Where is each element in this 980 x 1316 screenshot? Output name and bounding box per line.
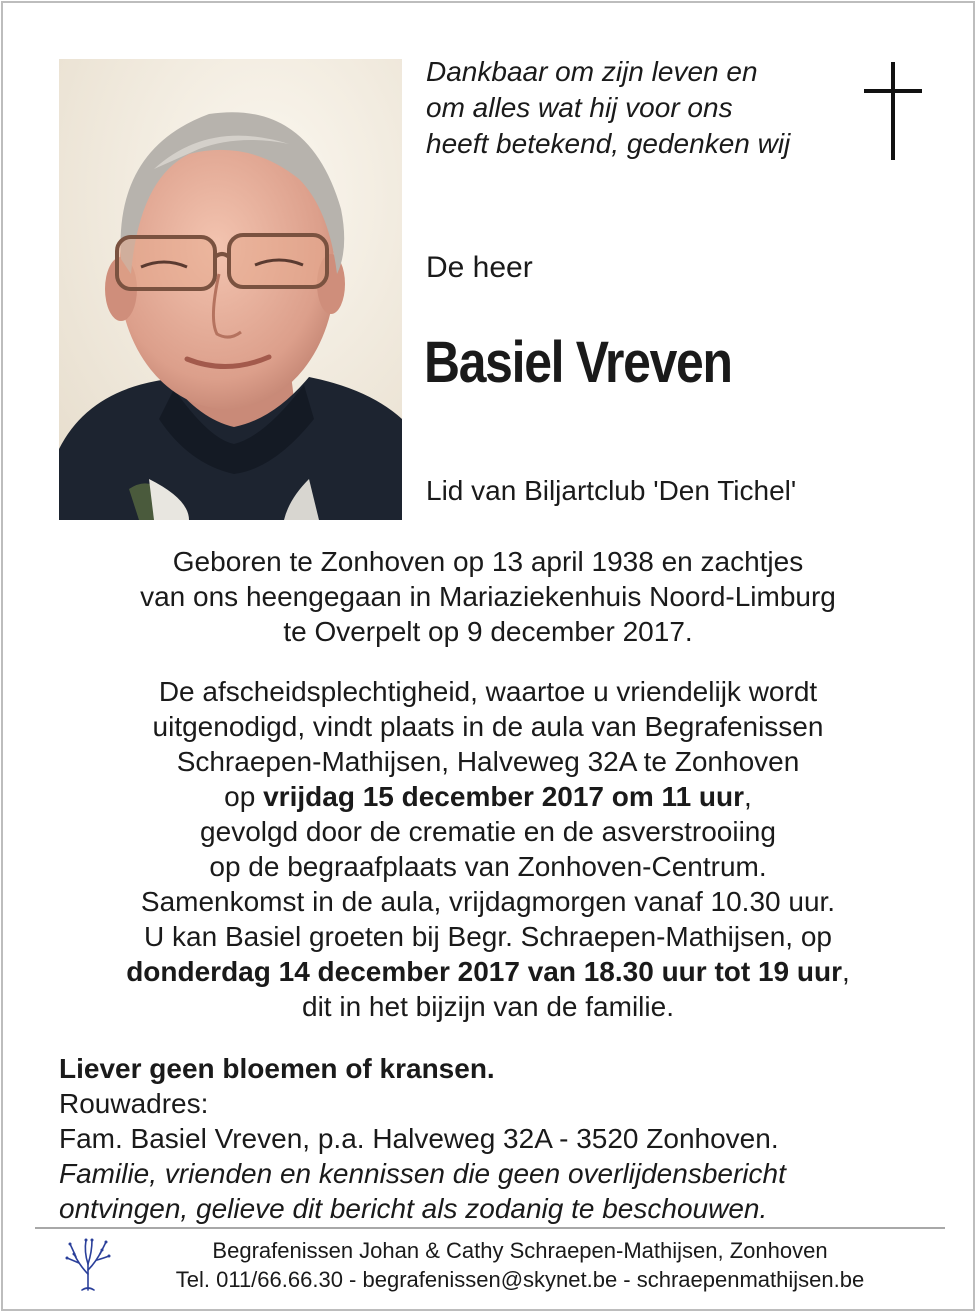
ceremony-line: U kan Basiel groeten bij Begr. Schraepen-Mathijsen, op — [144, 921, 832, 952]
title-prefix: De heer — [426, 251, 533, 284]
visitation-date-line — [30, 954, 946, 989]
address-label: Rouwadres: — [59, 1088, 209, 1119]
footer-divider — [35, 1227, 945, 1229]
portrait-photo — [59, 59, 402, 520]
birth-death-text — [30, 544, 946, 649]
membership-text: Lid van Biljartclub 'Den Tichel' — [426, 475, 797, 506]
birth-line: Geboren te Zonhoven op 13 april 1938 en zachtjes — [172, 546, 804, 577]
ceremony-line: Samenkomst in de aula, vrijdagmorgen vanaf 10.30 uur. — [140, 886, 836, 917]
birth-line: te Overpelt op 9 december 2017. — [283, 616, 693, 647]
notice-line: ontvingen, gelieve dit bericht als zodanig te beschouwen. — [59, 1193, 768, 1224]
birth-line: van ons heengegaan in Mariaziekenhuis Noord-Limburg — [140, 581, 836, 612]
intro-line: heeft betekend, gedenken wij — [426, 128, 791, 159]
footer — [120, 1236, 920, 1294]
notice-line: Familie, vrienden en kennissen die geen overlijdensbericht — [59, 1158, 786, 1189]
ceremony-prefix: op — [224, 781, 264, 812]
funeral-home-name: Begrafenissen Johan & Cathy Schraepen-Mathijsen, Zonhoven — [212, 1238, 828, 1263]
ceremony-line: uitgenodigd, vindt plaats in de aula van Begrafenissen — [152, 711, 824, 742]
mourning-address: Fam. Basiel Vreven, p.a. Halveweg 32A - 3520 Zonhoven. — [59, 1123, 779, 1154]
visitation-date: donderdag 14 december 2017 van 18.30 uur tot 19 uur — [126, 956, 843, 987]
no-flowers-note: Liever geen bloemen of kransen. — [59, 1053, 495, 1084]
ceremony-suffix: , — [744, 781, 752, 812]
ceremony-date: vrijdag 15 december 2017 om 11 uur — [263, 781, 745, 812]
ceremony-line: gevolgd door de crematie en de asverstrooiing — [200, 816, 776, 847]
deceased-name: Basiel Vreven — [424, 330, 732, 395]
notes-block — [59, 1051, 939, 1226]
latin-cross-icon — [864, 62, 922, 160]
visitation-suffix: , — [842, 956, 850, 987]
ceremony-line: op de begraafplaats van Zonhoven-Centrum. — [209, 851, 767, 882]
funeral-home-contact: Tel. 011/66.66.30 - begrafenissen@skynet.be - schraepenmathijsen.be — [175, 1267, 865, 1292]
intro-line: Dankbaar om zijn leven en — [426, 56, 758, 87]
intro-line: om alles wat hij voor ons — [426, 92, 733, 123]
ceremony-date-line — [30, 779, 946, 814]
tree-logo-icon — [62, 1234, 114, 1292]
portrait-illustration — [59, 59, 402, 520]
ceremony-text — [30, 674, 946, 1024]
intro-text — [426, 54, 846, 162]
ceremony-line: De afscheidsplechtigheid, waartoe u vriendelijk wordt — [158, 676, 818, 707]
ceremony-line: dit in het bijzijn van de familie. — [302, 991, 674, 1022]
ceremony-line: Schraepen-Mathijsen, Halveweg 32A te Zonhoven — [176, 746, 800, 777]
